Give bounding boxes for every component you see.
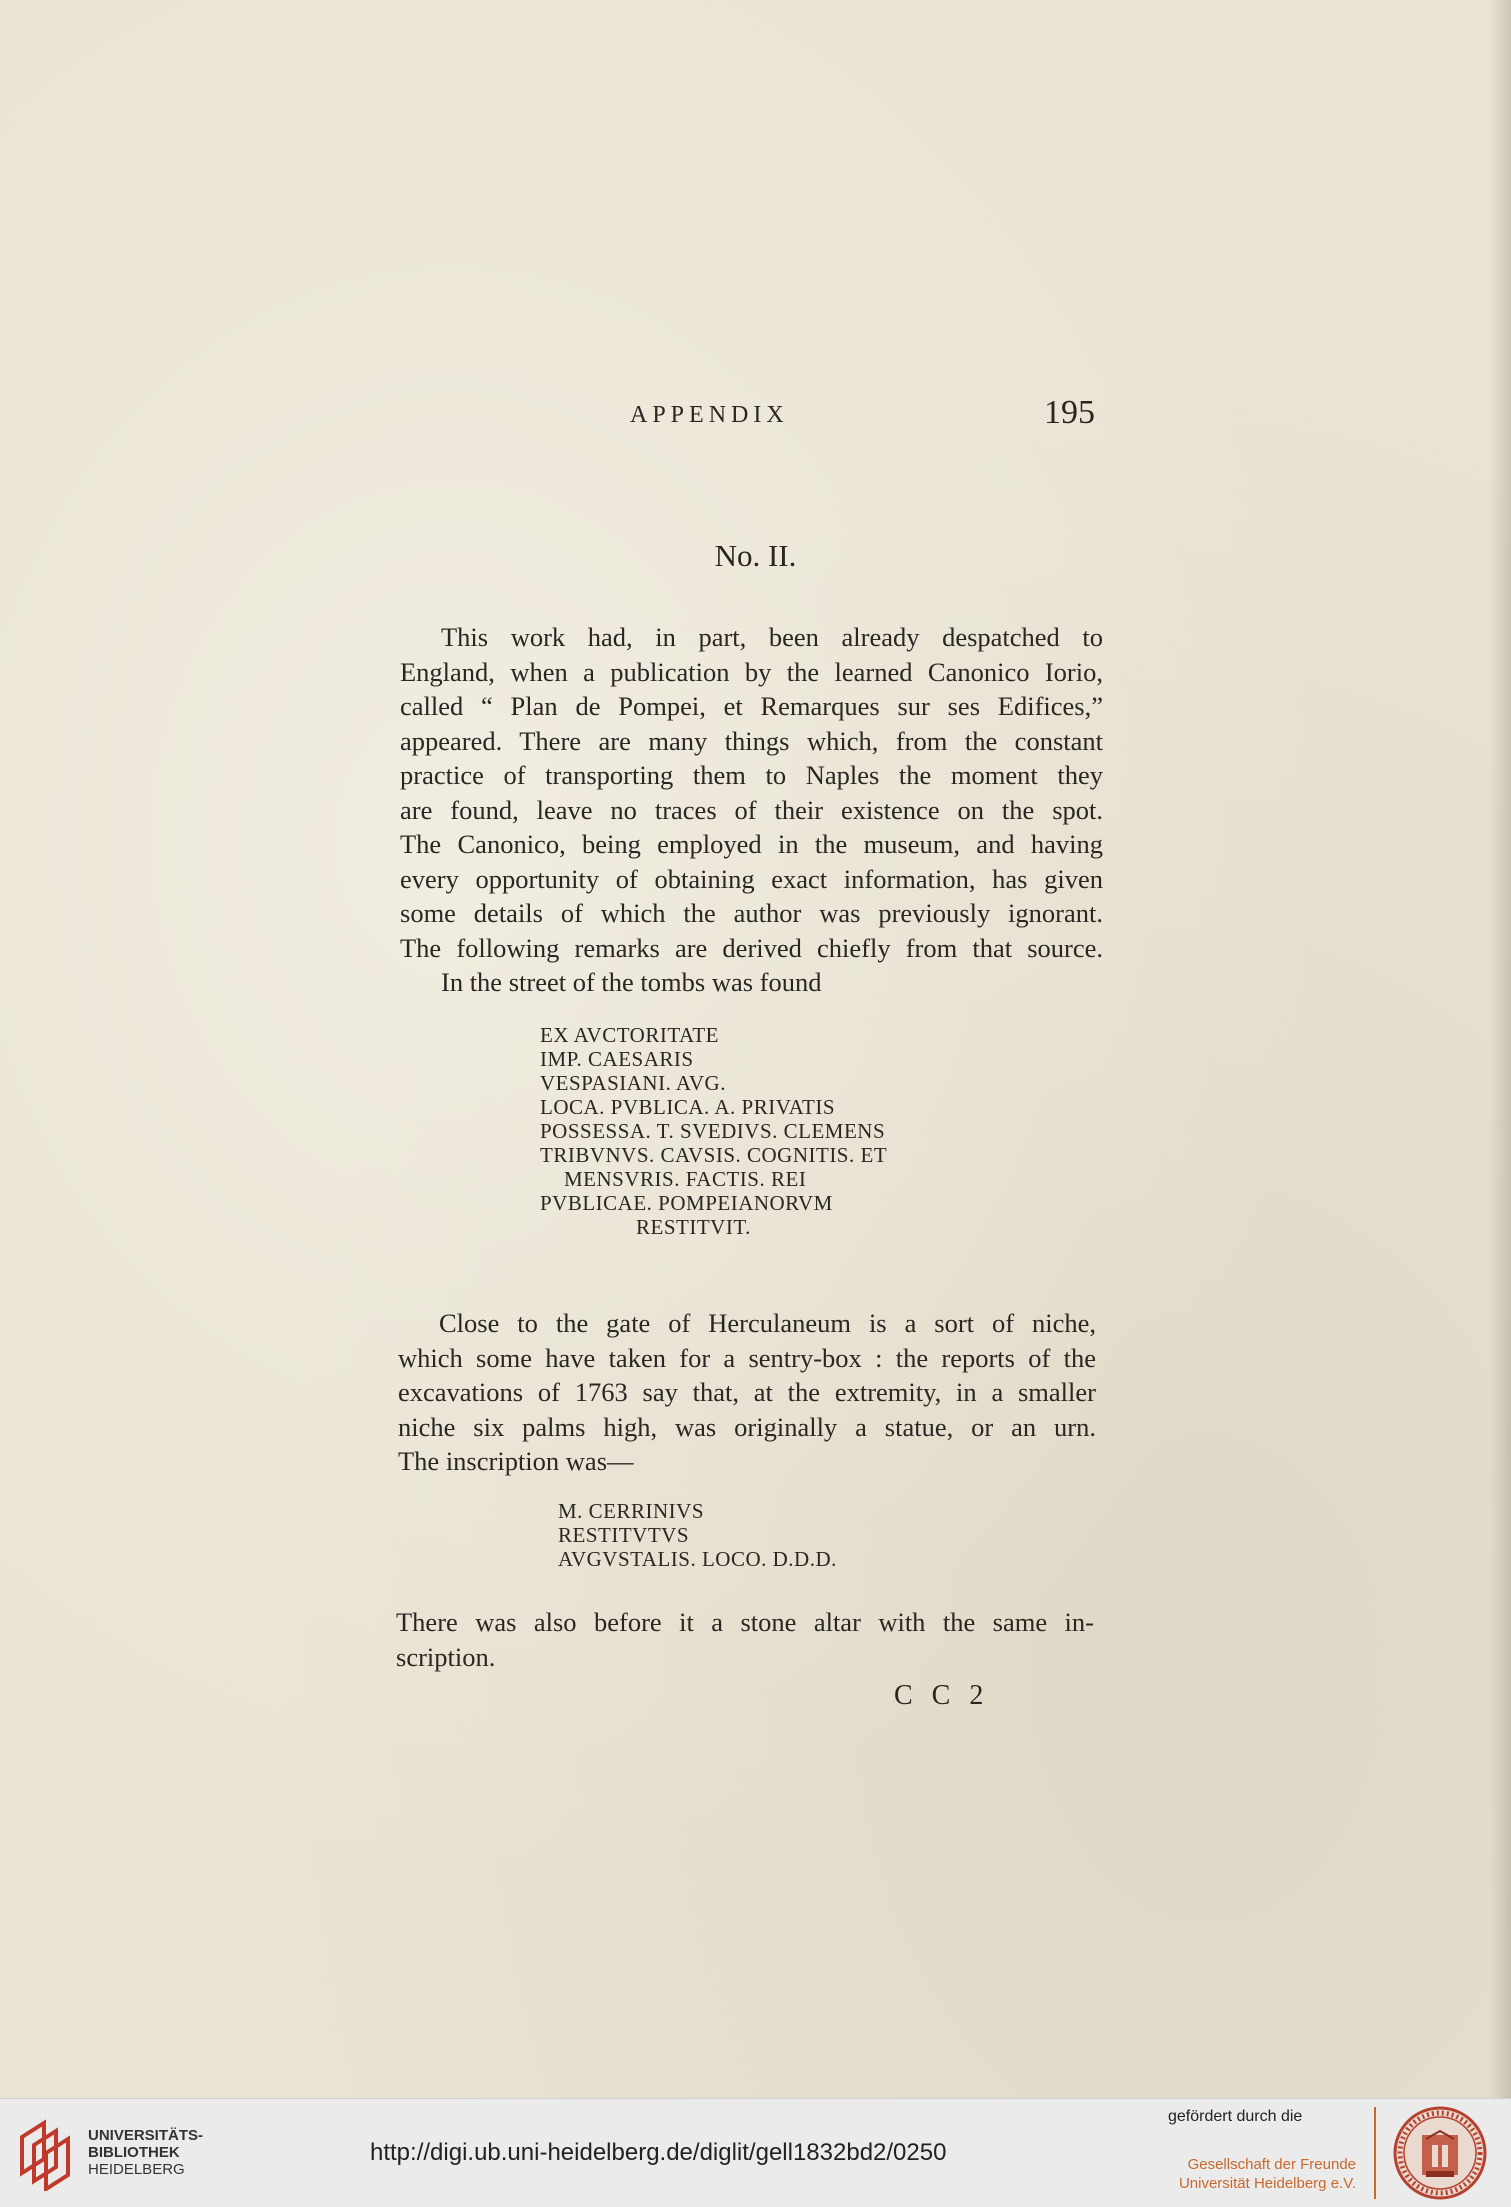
inscription-line: LOCA. PVBLICA. A. PRIVATIS: [540, 1095, 835, 1119]
inscription-line: MENSVRIS. FACTIS. REI: [564, 1167, 807, 1191]
inscription-line: EX AVCTORITATE: [540, 1023, 719, 1047]
running-head-title: APPENDIX: [630, 402, 789, 428]
text-line: There was also before it a stone altar with the same in-: [396, 1607, 1094, 1637]
sponsor-name[interactable]: [1178, 2155, 1356, 2193]
university-seal-icon: [1392, 2105, 1488, 2201]
paragraph-3: [396, 1605, 1094, 1674]
text-line: The following remarks are derived chiefly from that source.: [400, 932, 1103, 963]
text-line: This work had, in part, been already despatched to: [441, 622, 1103, 652]
library-name-line: HEIDELBERG: [88, 2161, 185, 2178]
running-head: [0, 394, 1511, 442]
text-line: scription.: [396, 1641, 496, 1672]
text-line: which some have taken for a sentry-box : the reports of the: [398, 1342, 1096, 1373]
text-line: The Canonico, being employed in the museum, and having: [400, 829, 1103, 859]
page-number: 195: [1044, 394, 1095, 431]
inscription-2: [558, 1499, 837, 1571]
text-line: are found, leave no traces of their existence on the spot.: [400, 794, 1103, 825]
inscription-line: RESTITVTVS: [558, 1523, 689, 1547]
permalink-url[interactable]: http://digi.ub.uni-heidelberg.de/diglit/gell1832bd2/0250: [370, 2139, 947, 2166]
inscription-line: IMP. CAESARIS: [540, 1047, 694, 1071]
inscription-line: VESPASIANI. AVG.: [540, 1071, 726, 1095]
paragraph-2: [398, 1306, 1096, 1479]
inscription-line: TRIBVNVS. CAVSIS. COGNITIS. ET: [540, 1143, 888, 1167]
footer-divider: [1374, 2107, 1376, 2199]
footer-bar: [0, 2098, 1511, 2207]
section-heading: No. II.: [714, 538, 797, 573]
sponsor-caption: gefördert durch die: [1168, 2108, 1303, 2125]
library-name-line: UNIVERSITÄTS-: [88, 2127, 204, 2144]
inscription-line: AVGVSTALIS. LOCO. D.D.D.: [558, 1547, 837, 1571]
text-line: appeared. There are many things which, from the constant: [400, 725, 1103, 756]
inscription-line: RESTITVIT.: [636, 1215, 751, 1239]
text-line: every opportunity of obtaining exact information, has given: [400, 863, 1103, 894]
inscription-1: [540, 1023, 887, 1239]
sponsor-name-line: Universität Heidelberg e.V.: [1178, 2175, 1356, 2192]
signature-mark: C C 2: [894, 1680, 990, 1711]
inscription-line: PVBLICAE. POMPEIANORVM: [540, 1191, 833, 1215]
library-name-line: BIBLIOTHEK: [88, 2144, 180, 2161]
library-name: [88, 2127, 203, 2178]
text-line: In the street of the tombs was found: [441, 967, 822, 997]
text-line: The inscription was—: [398, 1446, 634, 1476]
text-line: practice of transporting them to Naples the moment they: [400, 760, 1103, 790]
text-line: Close to the gate of Herculaneum is a sort of niche,: [439, 1308, 1096, 1338]
paragraph-1: [400, 620, 1103, 1000]
text-line: niche six palms high, was originally a statue, or an urn.: [398, 1411, 1096, 1442]
text-line: called “ Plan de Pompei, et Remarques sur ses Edifices,”: [400, 691, 1103, 721]
library-logo-icon[interactable]: [14, 2115, 78, 2191]
text-line: some details of which the author was previously ignorant.: [400, 898, 1103, 928]
sponsor-name-line: Gesellschaft der Freunde: [1187, 2156, 1356, 2173]
text-line: England, when a publication by the learned Canonico Iorio,: [400, 656, 1103, 687]
inscription-line: POSSESSA. T. SVEDIVS. CLEMENS: [540, 1119, 886, 1143]
text-line: excavations of 1763 say that, at the extremity, in a smaller: [398, 1377, 1096, 1407]
inscription-line: M. CERRINIVS: [558, 1499, 705, 1523]
